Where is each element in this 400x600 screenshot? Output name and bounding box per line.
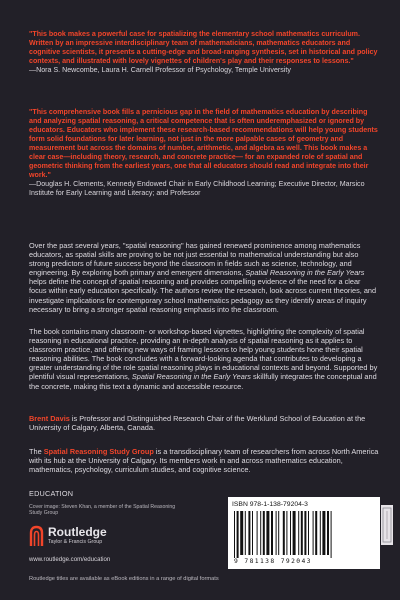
author-bio xyxy=(29,414,379,432)
routledge-logo-icon xyxy=(29,525,44,547)
book-title-italic: Spatial Reasoning in the Early Years xyxy=(245,268,365,278)
endorsement-attribution: —Douglas H. Clements, Kennedy Endowed Chair in Early Childhood Learning; Executive Director, Marsico Institute for Early Learning and Literacy; and Professor xyxy=(29,180,365,198)
group-name: Spatial Reasoning Study Group xyxy=(43,447,154,456)
description-paragraph-2 xyxy=(29,327,379,391)
group-bio-text: is a transdisciplinary team of researchers from across North America with its hub at the University of Calgary. Its members work in and across mathematics education, mathematics, psychology, curriculum studies, and cognitive science. xyxy=(29,447,379,475)
publisher-group: Taylor & Francis Group xyxy=(48,539,103,545)
publisher-name: Routledge xyxy=(48,525,107,539)
endorsement-quote-1 xyxy=(29,30,379,75)
side-stamp-icon xyxy=(381,505,393,545)
publisher-url: www.routledge.com/education xyxy=(29,556,111,563)
group-bio xyxy=(29,447,379,474)
cover-image-credit: Cover image: Steven Khan, a member of the Spatial Reasoning Study Group xyxy=(29,504,176,517)
endorsement-quote-2 xyxy=(29,108,379,198)
publisher-logo xyxy=(29,525,149,553)
group-prefix: The xyxy=(29,447,44,456)
subject-category: EDUCATION xyxy=(29,489,74,498)
author-name: Brent Davis xyxy=(29,414,70,423)
paragraph-text: Over the past several years, "spatial reasoning" has gained renewed prominence among mathematics educators, as spatial skills are proving to be not just essential to mathematical understanding but also strong predictors of future success beyond the classroom in fields such as science, technology, and engineering. By exploring both primary and emergent dimensions, xyxy=(29,241,361,278)
endorsement-quote-text: "This comprehensive book fills a pernicious gap in the field of mathematics education by describing and analyzing spatial reasoning, a critical competence that is often underemphasized or ignored by educators. Educators who implement these research-based recommendations will help young students form solid foundations for later learning, not just in the more palpable cases of geometry and measurement but across the domains of number, arithmetic, and algebra as well. This book makes a clear case—including theory, research, and concrete practice— for an expanded role of spatial and geometric thinking from the earliest years, one that all educators should read and integrate into their work." xyxy=(29,108,378,180)
isbn-barcode-block xyxy=(228,497,380,569)
paragraph-text: skillfully integrates the conceptual and the concrete, making this text a dynamic and accessible resource. xyxy=(29,372,377,391)
ebook-availability-note: Routledge titles are available as eBook editions in a range of digital formats xyxy=(29,576,219,582)
paragraph-text: The book contains many classroom- or workshop-based vignettes, highlighting the complexity of spatial reasoning in educational practice, providing an in-depth analysis of spatial reasoning as it applies to classroom practice, and offering new ways of framing lessons to help young students hone their spatial reasoning abilities. The book concludes with a forward-looking agenda that contributes to developing a greater understanding of the role spatial reasoning plays in educational contexts and beyond. Supported by plentiful visual representations, xyxy=(29,327,378,382)
isbn-label: ISBN 978-1-138-79204-3 xyxy=(232,501,308,508)
paragraph-text: helps define the concept of spatial reasoning and provides compelling evidence of the need for a clear focus within early education specifically. The authors review the research, look across current theories, and investigate implications for contemporary school mathematics pedagogy as they identify areas of inquiry necessary to bring a stronger spatial reasoning emphasis into the classroom. xyxy=(29,277,377,314)
isbn-barcode-digits: 9 781138 792043 xyxy=(234,558,312,565)
endorsement-quote-text: "This book makes a powerful case for spatializing the elementary school mathematics curriculum. Written by an impressive interdisciplinary team of mathematicians, mathematics educators and cognitive scientists, it presents a cutting-edge and broad-ranging synthesis, set in historical and policy contexts, and illustrated with lovely vignettes of children's play and their responses to lessons." xyxy=(29,30,378,66)
book-title-italic: Spatial Reasoning in the Early Years xyxy=(131,372,251,382)
endorsement-attribution: —Nora S. Newcombe, Laura H. Carnell Professor of Psychology, Temple University xyxy=(29,66,291,75)
author-bio-text: is Professor and Distinguished Research Chair of the Werklund School of Education at the University of Calgary, Alberta, Canada. xyxy=(29,414,366,433)
barcode-icon xyxy=(232,511,376,558)
description-paragraph-1 xyxy=(29,241,379,314)
